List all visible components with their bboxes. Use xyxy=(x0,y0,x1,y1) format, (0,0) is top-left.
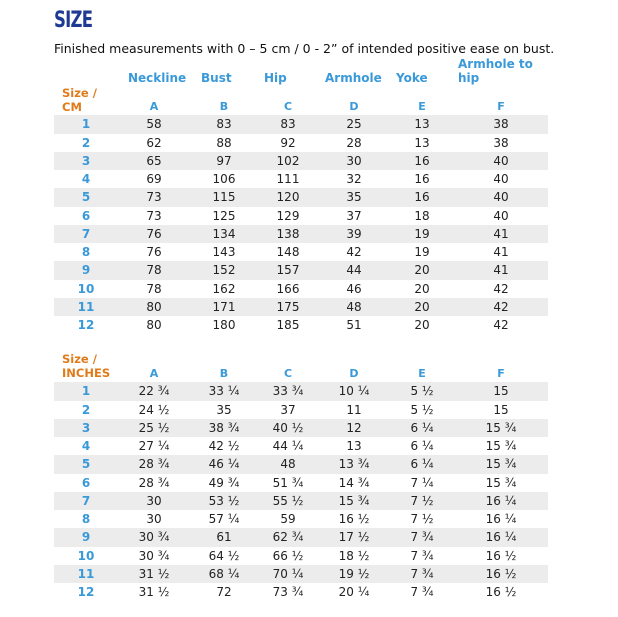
measurement-cell: 28 ¾ xyxy=(118,455,190,473)
measurement-cell: 37 xyxy=(280,402,296,417)
measurement-cell: 15 xyxy=(454,382,548,400)
page-title: SIZE xyxy=(54,8,93,33)
column-letter-row xyxy=(54,97,548,115)
cm-size-label-line1: Size / xyxy=(62,86,97,100)
table-row xyxy=(54,225,548,243)
measurement-cell: 16 ¼ xyxy=(454,528,548,546)
table-row xyxy=(54,401,548,419)
measurement-cell: 16 ¼ xyxy=(454,492,548,510)
table-row xyxy=(54,492,548,510)
measurement-cell: 16 ½ xyxy=(338,512,370,527)
measurement-cell: 15 xyxy=(493,402,509,417)
measurement-cell: 152 xyxy=(190,261,258,279)
inch-size-label-line1: Size / xyxy=(62,352,97,366)
column-letter: E xyxy=(418,366,426,380)
size-cell: 9 xyxy=(54,261,118,279)
size-cell: 6 xyxy=(81,475,91,490)
cm-size-label-line2: CM xyxy=(62,100,82,114)
measurement-cell: 40 xyxy=(493,172,509,187)
measurement-cell: 185 xyxy=(276,318,300,333)
measurement-cell: 12 xyxy=(318,419,390,437)
table-row xyxy=(54,152,548,170)
measurement-cell: 13 xyxy=(390,115,454,133)
measurement-cell: 27 ¼ xyxy=(138,439,170,454)
table-row xyxy=(54,298,548,316)
measurement-cell: 64 ½ xyxy=(208,548,240,563)
measurement-cell: 19 xyxy=(414,245,430,260)
measurement-cell: 5 ½ xyxy=(390,382,454,400)
measurement-cell: 38 xyxy=(493,135,509,150)
measurement-cell: 15 ¾ xyxy=(485,439,517,454)
measurement-cell: 41 xyxy=(454,261,548,279)
measurement-cell: 106 xyxy=(212,172,236,187)
measurement-cell: 16 ½ xyxy=(454,565,548,583)
size-cell: 8 xyxy=(81,245,91,260)
column-letter-row xyxy=(54,364,548,382)
size-cell: 5 xyxy=(54,188,118,206)
column-letter: F xyxy=(497,366,505,380)
measurement-cell: 73 ¾ xyxy=(272,585,304,600)
size-cell: 4 xyxy=(81,439,91,454)
measurement-cell: 35 xyxy=(216,402,232,417)
size-cell: 2 xyxy=(81,135,91,150)
measurement-cell: 30 xyxy=(118,492,190,510)
measurement-cell: 7 ¼ xyxy=(410,475,434,490)
size-cell: 10 xyxy=(77,548,95,563)
measurement-cell: 42 xyxy=(346,245,362,260)
measurement-cell: 17 ½ xyxy=(318,528,390,546)
header-neckline: Neckline xyxy=(128,71,187,85)
measurement-cell: 13 ¾ xyxy=(318,455,390,473)
table-row xyxy=(54,474,548,492)
column-letter: D xyxy=(349,99,359,113)
table-row xyxy=(54,382,548,400)
measurement-cell: 16 ¼ xyxy=(485,512,517,527)
table-row xyxy=(54,528,548,546)
measurement-cell: 166 xyxy=(276,281,300,296)
blank-cell xyxy=(54,97,118,115)
measurement-cell: 7 ¾ xyxy=(390,528,454,546)
measurement-cell: 19 ½ xyxy=(318,565,390,583)
measurement-cell: 125 xyxy=(212,208,236,223)
measurement-cell: 15 ¾ xyxy=(318,492,390,510)
table-row xyxy=(54,115,548,133)
measurement-cell: 57 ¼ xyxy=(208,512,240,527)
measurement-cell: 69 xyxy=(146,172,162,187)
measurement-cell: 16 xyxy=(390,152,454,170)
column-letter: C xyxy=(283,366,293,380)
measurement-cell: 97 xyxy=(190,152,258,170)
measurement-cell: 22 ¾ xyxy=(118,382,190,400)
measurement-cell: 61 xyxy=(190,528,258,546)
measurement-cell: 83 xyxy=(258,115,318,133)
measurement-cell: 10 ¼ xyxy=(318,382,390,400)
table-row xyxy=(54,207,548,225)
measurement-cell: 138 xyxy=(258,225,318,243)
measurement-cell: 37 xyxy=(346,208,362,223)
size-cell: 7 xyxy=(54,225,118,243)
measurement-cell: 7 ¾ xyxy=(390,565,454,583)
measurement-cell: 20 xyxy=(414,281,430,296)
measurement-cell: 14 ¾ xyxy=(338,475,370,490)
measurement-cell: 111 xyxy=(276,172,300,187)
measurement-cell: 16 xyxy=(390,188,454,206)
measurement-cell: 16 xyxy=(414,172,430,187)
measurement-cell: 35 xyxy=(318,188,390,206)
measurement-cell: 88 xyxy=(216,135,232,150)
header-bust: Bust xyxy=(201,71,232,85)
measurement-cell: 115 xyxy=(190,188,258,206)
size-cell: 4 xyxy=(81,172,91,187)
measurement-cell: 11 xyxy=(346,402,362,417)
header-hip: Hip xyxy=(264,71,287,85)
column-letter: B xyxy=(219,366,229,380)
measurement-cell: 44 ¼ xyxy=(272,439,304,454)
measurement-cell: 171 xyxy=(190,298,258,316)
measurement-cell: 20 xyxy=(390,261,454,279)
size-cell: 10 xyxy=(77,281,95,296)
measurement-cell: 59 xyxy=(280,512,296,527)
measurement-cell: 62 ¾ xyxy=(258,528,318,546)
column-letter: B xyxy=(219,99,229,113)
measurement-cell: 73 xyxy=(146,208,162,223)
measurement-cell: 42 ½ xyxy=(208,439,240,454)
measurement-cell: 175 xyxy=(258,298,318,316)
measurement-cell: 157 xyxy=(258,261,318,279)
measurement-cell: 55 ½ xyxy=(258,492,318,510)
column-letter: C xyxy=(283,99,293,113)
measurement-cell: 24 ½ xyxy=(138,402,170,417)
table-row xyxy=(54,261,548,279)
measurement-cell: 102 xyxy=(258,152,318,170)
measurement-cell: 49 ¾ xyxy=(208,475,240,490)
measurement-cell: 38 xyxy=(454,115,548,133)
size-cell: 5 xyxy=(54,455,118,473)
measurement-cell: 38 ¾ xyxy=(190,419,258,437)
measurement-cell: 13 xyxy=(414,135,430,150)
measurement-cell: 72 xyxy=(216,585,232,600)
measurement-cell: 28 xyxy=(346,135,362,150)
measurement-cell: 7 ½ xyxy=(410,512,434,527)
measurement-cell: 48 xyxy=(318,298,390,316)
measurement-cell: 18 ½ xyxy=(338,548,370,563)
measurement-cell: 30 ¾ xyxy=(138,548,170,563)
measurement-cell: 53 ½ xyxy=(190,492,258,510)
table-row xyxy=(54,565,548,583)
size-cell: 9 xyxy=(54,528,118,546)
table-row xyxy=(54,170,548,188)
measurement-cell: 76 xyxy=(118,225,190,243)
measurement-cell: 6 ¼ xyxy=(390,455,454,473)
measurement-cell: 6 ¼ xyxy=(410,439,434,454)
table-row xyxy=(54,243,548,261)
measurement-cell: 41 xyxy=(454,225,548,243)
measurement-cell: 78 xyxy=(146,281,162,296)
table-row xyxy=(54,419,548,437)
measurement-cell: 25 xyxy=(318,115,390,133)
measurement-cell: 30 xyxy=(146,512,162,527)
measurement-cell: 20 xyxy=(390,298,454,316)
table-row xyxy=(54,547,548,565)
measurement-cell: 30 xyxy=(318,152,390,170)
measurement-cell: 18 xyxy=(414,208,430,223)
measurement-cell: 73 xyxy=(118,188,190,206)
size-cell: 3 xyxy=(54,419,118,437)
measurement-cell: 58 xyxy=(118,115,190,133)
measurement-cell: 30 ¾ xyxy=(118,528,190,546)
table-row xyxy=(54,280,548,298)
measurement-cell: 16 ½ xyxy=(485,548,517,563)
table-row xyxy=(54,316,548,334)
measurement-cell: 33 ¾ xyxy=(258,382,318,400)
measurement-cell: 33 ¼ xyxy=(190,382,258,400)
blank-cell xyxy=(54,364,118,382)
table-row xyxy=(54,134,548,152)
measurement-cell: 70 ¼ xyxy=(258,565,318,583)
measurement-cell: 92 xyxy=(280,135,296,150)
measurement-cell: 80 xyxy=(118,298,190,316)
measurement-cell: 42 xyxy=(493,281,509,296)
measurement-cell: 40 xyxy=(493,208,509,223)
measurement-cell: 7 ½ xyxy=(390,492,454,510)
size-cell: 7 xyxy=(54,492,118,510)
measurement-cell: 42 xyxy=(454,298,548,316)
size-cell: 8 xyxy=(81,512,91,527)
measurement-cell: 65 xyxy=(118,152,190,170)
measurement-cell: 80 xyxy=(146,318,162,333)
measurement-cell: 51 ¾ xyxy=(272,475,304,490)
measurement-cell: 41 xyxy=(493,245,509,260)
column-letter: A xyxy=(149,99,159,113)
measurement-cell: 40 ½ xyxy=(258,419,318,437)
size-cell: 2 xyxy=(81,402,91,417)
size-cell: 12 xyxy=(77,585,95,600)
measurement-cell: 62 xyxy=(146,135,162,150)
measurement-cell: 15 ¾ xyxy=(454,455,548,473)
measurement-cell: 19 xyxy=(390,225,454,243)
measurement-cell: 68 ¼ xyxy=(190,565,258,583)
measurement-cell: 83 xyxy=(190,115,258,133)
measurement-cell: 31 ½ xyxy=(118,565,190,583)
measurement-cell: 134 xyxy=(190,225,258,243)
measurement-cell: 6 ¼ xyxy=(390,419,454,437)
measurement-cell: 148 xyxy=(276,245,300,260)
inch-measurement-table xyxy=(54,364,548,601)
table-row xyxy=(54,437,548,455)
size-cell: 11 xyxy=(54,565,118,583)
table-row xyxy=(54,583,548,601)
measurement-cell: 78 xyxy=(118,261,190,279)
size-cell: 1 xyxy=(54,382,118,400)
header-armhole: Armhole xyxy=(325,71,382,85)
measurement-cell: 13 xyxy=(346,439,362,454)
measurement-cell: 180 xyxy=(212,318,236,333)
size-cell: 11 xyxy=(54,298,118,316)
column-letter: A xyxy=(149,366,159,380)
size-cell: 3 xyxy=(54,152,118,170)
measurement-cell: 5 ½ xyxy=(410,402,434,417)
size-cell: 1 xyxy=(54,115,118,133)
measurement-cell: 48 xyxy=(258,455,318,473)
measurement-cell: 15 ¾ xyxy=(454,419,548,437)
measurement-cell: 15 ¾ xyxy=(485,475,517,490)
measurement-cell: 143 xyxy=(212,245,236,260)
measurement-cell: 20 ¼ xyxy=(338,585,370,600)
measurement-cell: 120 xyxy=(258,188,318,206)
header-yoke: Yoke xyxy=(396,71,428,85)
measurement-cell: 40 xyxy=(454,188,548,206)
measurement-cell: 44 xyxy=(318,261,390,279)
measurement-cell: 32 xyxy=(346,172,362,187)
inch-size-label-line2: INCHES xyxy=(62,366,111,380)
column-letter: D xyxy=(349,366,359,380)
size-cell: 6 xyxy=(81,208,91,223)
measurement-cell: 129 xyxy=(276,208,300,223)
measurement-cell: 46 xyxy=(346,281,362,296)
measurement-cell: 46 ¼ xyxy=(190,455,258,473)
measurement-cell: 76 xyxy=(146,245,162,260)
measurement-cell: 16 ½ xyxy=(485,585,517,600)
column-letter: F xyxy=(497,99,505,113)
measurement-cell: 7 ¾ xyxy=(410,548,434,563)
table-row xyxy=(54,510,548,528)
header-armhole-to-hip-2: hip xyxy=(458,71,480,85)
measurement-cell: 7 ¾ xyxy=(410,585,434,600)
measurement-cell: 51 xyxy=(346,318,362,333)
measurement-cell: 31 ½ xyxy=(138,585,170,600)
table-row xyxy=(54,188,548,206)
measurement-cell: 66 ½ xyxy=(272,548,304,563)
measurement-cell: 162 xyxy=(212,281,236,296)
measurement-cell: 28 ¾ xyxy=(138,475,170,490)
header-armhole-to-hip-1: Armhole to xyxy=(458,57,533,71)
subtitle: Finished measurements with 0 – 5 cm / 0 - 2” of intended positive ease on bust. xyxy=(54,41,555,56)
measurement-cell: 42 xyxy=(493,318,509,333)
measurement-cell: 20 xyxy=(414,318,430,333)
table-row xyxy=(54,455,548,473)
size-cell: 12 xyxy=(77,318,95,333)
measurement-cell: 39 xyxy=(318,225,390,243)
cm-measurement-table xyxy=(54,97,548,334)
measurement-cell: 40 xyxy=(454,152,548,170)
measurement-cell: 25 ½ xyxy=(118,419,190,437)
column-letter: E xyxy=(418,99,426,113)
